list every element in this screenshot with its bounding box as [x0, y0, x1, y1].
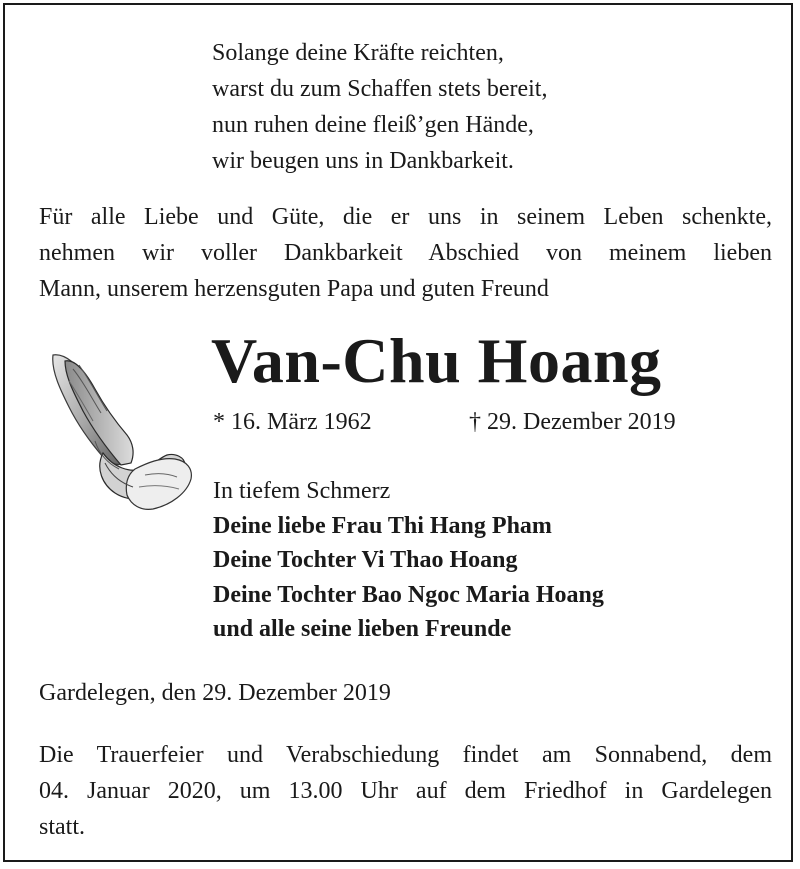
mourner-name: und alle seine lieben Freunde: [213, 616, 512, 642]
intro-line: Mann, unserem herzensguten Papa und guten Freund: [39, 276, 549, 302]
poem-line: warst du zum Schaffen stets bereit,: [212, 76, 548, 102]
deceased-name: Van-Chu Hoang: [211, 325, 662, 396]
poem: [212, 35, 547, 179]
mourner-name: Deine Tochter Bao Ngoc Maria Hoang: [213, 581, 604, 608]
mourners-heading: In tiefem Schmerz: [213, 478, 391, 504]
funeral-line: Die Trauerfeier und Verabschiedung findet am Sonnabend, dem: [39, 742, 772, 768]
intro-paragraph: [39, 199, 772, 307]
poem-line: wir beugen uns in Dankbarkeit.: [212, 148, 514, 174]
mourner-name: Deine liebe Frau Thi Hang Pham: [213, 512, 552, 539]
poem-line: Solange deine Kräfte reichten,: [212, 40, 504, 66]
praying-hands-icon: [35, 345, 195, 515]
poem-line: nun ruhen deine fleiß’gen Hände,: [212, 112, 534, 138]
death-date: † 29. Dezember 2019: [469, 409, 676, 435]
place-date: Gardelegen, den 29. Dezember 2019: [39, 680, 391, 706]
funeral-line: 04. Januar 2020, um 13.00 Uhr auf dem Friedhof in Gardelegen: [39, 778, 772, 804]
funeral-notice: [39, 737, 772, 845]
obituary-frame: [3, 3, 793, 862]
mourner-name: Deine Tochter Vi Thao Hoang: [213, 547, 518, 573]
funeral-line: statt.: [39, 814, 85, 840]
intro-line: Für alle Liebe und Güte, die er uns in seinem Leben schenkte,: [39, 204, 772, 230]
mourners-block: [213, 474, 604, 647]
intro-line: nehmen wir voller Dankbarkeit Abschied von meinem lieben: [39, 240, 772, 266]
birth-date: * 16. März 1962: [213, 409, 372, 435]
